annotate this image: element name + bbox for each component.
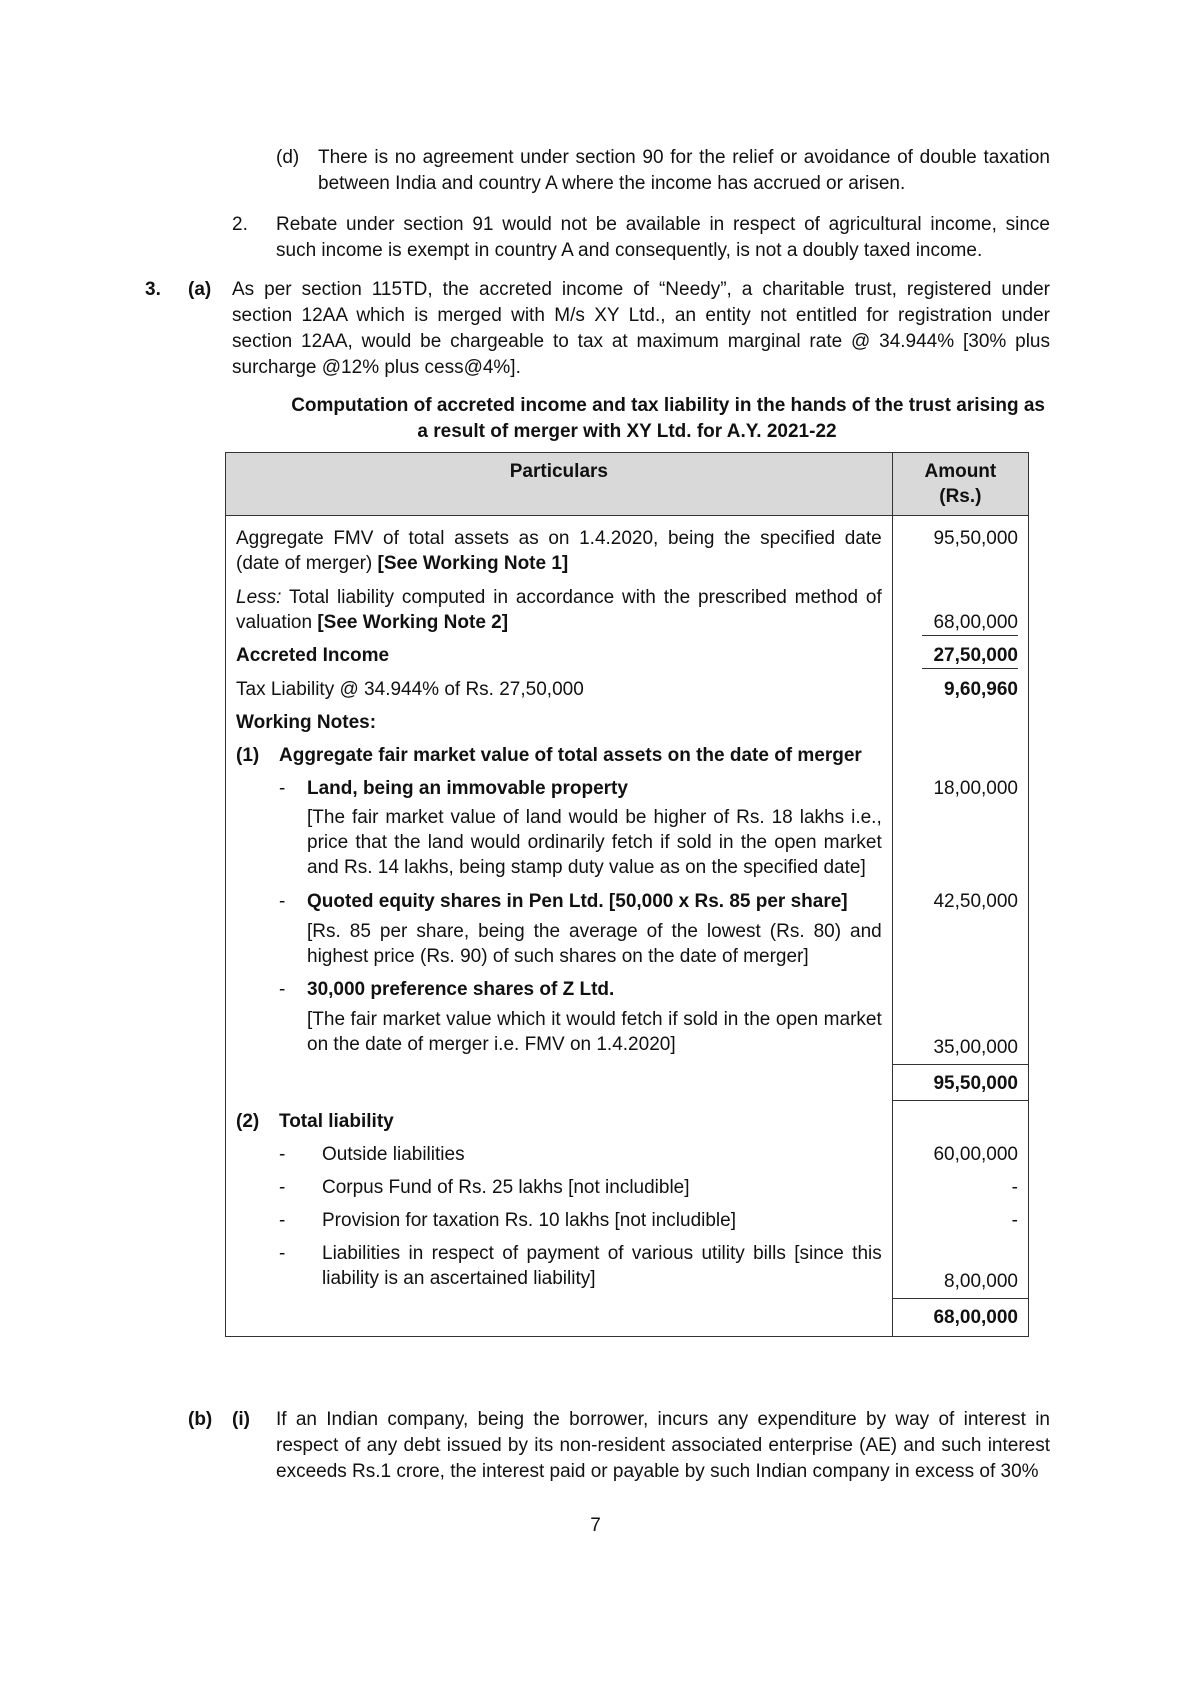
wn1-title: Aggregate fair market value of total assets on the date of merger (279, 745, 862, 766)
part-b-label: (b) (188, 1409, 213, 1430)
row3-amount: 27,50,000 (922, 643, 1018, 669)
table-row (226, 880, 1029, 969)
l4-text: Liabilities in respect of payment of various utility bills [since this liability is an ascertained liability] (322, 1242, 882, 1289)
wn2-total: 68,00,000 (892, 1298, 1028, 1336)
table-row (226, 516, 1029, 577)
bullet-dash: - (279, 778, 286, 799)
row1-ref: [See Working Note 1] (377, 553, 569, 574)
row-aggregate-fmv (226, 516, 893, 577)
row3-text: Accreted Income (226, 636, 893, 669)
item-d-text: There is no agreement under section 90 for the relief or avoidance of double taxation between India and country A where the income has accrued or arisen. (318, 147, 1050, 194)
table-row (226, 1298, 1029, 1336)
land-amount: 18,00,000 (892, 768, 1028, 880)
wn1-preference (226, 969, 893, 1065)
amount-header-line1: Amount (924, 461, 997, 482)
table-row (226, 1065, 1029, 1101)
particulars-header (226, 453, 893, 516)
particulars-header-label: Particulars (509, 461, 608, 482)
part-a-label: (a) (188, 279, 212, 300)
working-notes-title: Working Notes: (226, 702, 893, 735)
pref-title: 30,000 preference shares of Z Ltd. (307, 979, 615, 1000)
part-b-i-label: (i) (232, 1409, 250, 1430)
part-b-i-text: If an Indian company, being the borrower, incurs any expenditure by way of interest in respect of any debt issued by its non-resident associated enterprise (AE) and such interest exceeds Rs.1 crore, the interest paid or payable by such Indian company in excess of 30% (276, 1409, 1050, 1482)
item-2-text: Rebate under section 91 would not be available in respect of agricultural income, since such income is exempt in country A and consequently, is not a doubly taxed income. (276, 214, 1050, 261)
table-row (226, 1134, 1029, 1167)
bullet-dash: - (279, 891, 286, 912)
wn1-heading (226, 735, 893, 768)
table-row (226, 576, 1029, 636)
empty-amount-cell (892, 1101, 1028, 1134)
row2-text: Total liability computed in accordance with the prescribed method of valuation (236, 587, 882, 633)
item-d-label: (d) (276, 147, 300, 168)
wn1-shares (226, 880, 893, 969)
page-number: 7 (590, 1515, 601, 1536)
l1-text: Outside liabilities (322, 1143, 465, 1165)
table-row (226, 1167, 1029, 1200)
amount-header (892, 453, 1028, 516)
liability-provision (226, 1200, 893, 1233)
l3-text: Provision for taxation Rs. 10 lakhs [not includible] (322, 1209, 736, 1231)
row2-amount-cell (892, 576, 1028, 636)
shares-title: Quoted equity shares in Pen Ltd. [50,000 x Rs. 85 per share] (307, 891, 848, 912)
part-a-text: As per section 115TD, the accreted income of “Needy”, a charitable trust, registered under section 12AA which is merged with M/s XY Ltd., an entity not entitled for registration under section 12AA, would be chargeable to tax at maximum marginal rate @ 34.944% [30% plus surcharge @12% plus cess@4%]. (232, 279, 1050, 378)
shares-amount: 42,50,000 (892, 880, 1028, 969)
l1-amount: 60,00,000 (892, 1134, 1028, 1167)
row1-text: Aggregate FMV of total assets as on 1.4.2020, being the specified date (date of merger) (236, 528, 882, 574)
row1-amount: 95,50,000 (892, 516, 1028, 577)
table-row (226, 1200, 1029, 1233)
computation-table (225, 452, 1029, 1337)
bullet-dash: - (279, 1209, 286, 1231)
wn1-total: 95,50,000 (892, 1065, 1028, 1101)
table-row (226, 702, 1029, 735)
wn2-heading (226, 1101, 893, 1134)
bullet-dash: - (279, 1176, 286, 1198)
l2-amount: - (892, 1167, 1028, 1200)
table-header-row (226, 453, 1029, 516)
wn2-number: (2) (236, 1110, 260, 1132)
pref-note: [The fair market value which it would fetch if sold in the open market on the date of merger i.e. FMV on 1.4.2020] (307, 1009, 882, 1055)
shares-note: [Rs. 85 per share, being the average of the lowest (Rs. 80) and highest price (Rs. 90) of such shares on the date of merger] (307, 921, 882, 967)
row4-amount: 9,60,960 (892, 669, 1028, 702)
land-note: [The fair market value of land would be higher of Rs. 18 lakhs i.e., price that the land would ordinarily fetch if sold in the open market and Rs. 14 lakhs, being stamp duty value as on the specified date] (307, 807, 882, 878)
empty-particulars-cell (226, 1065, 893, 1101)
row3-amount-cell (892, 636, 1028, 669)
row2-amount: 68,00,000 (922, 610, 1018, 636)
l3-amount: - (892, 1200, 1028, 1233)
table-row (226, 669, 1029, 702)
table-row (226, 969, 1029, 1065)
row4-text: Tax Liability @ 34.944% of Rs. 27,50,000 (226, 669, 893, 702)
liability-outside (226, 1134, 893, 1167)
row2-ref: [See Working Note 2] (317, 612, 509, 633)
l2-text: Corpus Fund of Rs. 25 lakhs [not includible] (322, 1176, 690, 1198)
liability-utility (226, 1233, 893, 1299)
row-less-liability (226, 576, 893, 636)
empty-amount-cell (892, 735, 1028, 768)
amount-header-line2: (Rs.) (939, 486, 982, 507)
table-row (226, 735, 1029, 768)
liability-corpus (226, 1167, 893, 1200)
empty-amount-cell (892, 702, 1028, 735)
wn2-title: Total liability (279, 1110, 394, 1132)
bullet-dash: - (279, 979, 286, 1000)
table-title-line2: a result of merger with XY Ltd. for A.Y. 2021-22 (417, 421, 837, 442)
bullet-dash: - (279, 1242, 286, 1264)
question-number: 3. (145, 279, 161, 300)
wn1-land (226, 768, 893, 880)
pref-amount: 35,00,000 (892, 969, 1028, 1065)
table-row (226, 768, 1029, 880)
item-2-label: 2. (232, 214, 248, 235)
table-row (226, 1233, 1029, 1299)
table-row (226, 636, 1029, 669)
land-title: Land, being an immovable property (307, 778, 628, 799)
l4-amount: 8,00,000 (892, 1233, 1028, 1299)
empty-particulars-cell (226, 1298, 893, 1336)
table-title-line1: Computation of accreted income and tax liability in the hands of the trust arising as (291, 395, 1045, 416)
row2-less: Less: (236, 587, 282, 608)
wn1-number: (1) (236, 745, 260, 766)
bullet-dash: - (279, 1143, 286, 1165)
table-row (226, 1101, 1029, 1134)
